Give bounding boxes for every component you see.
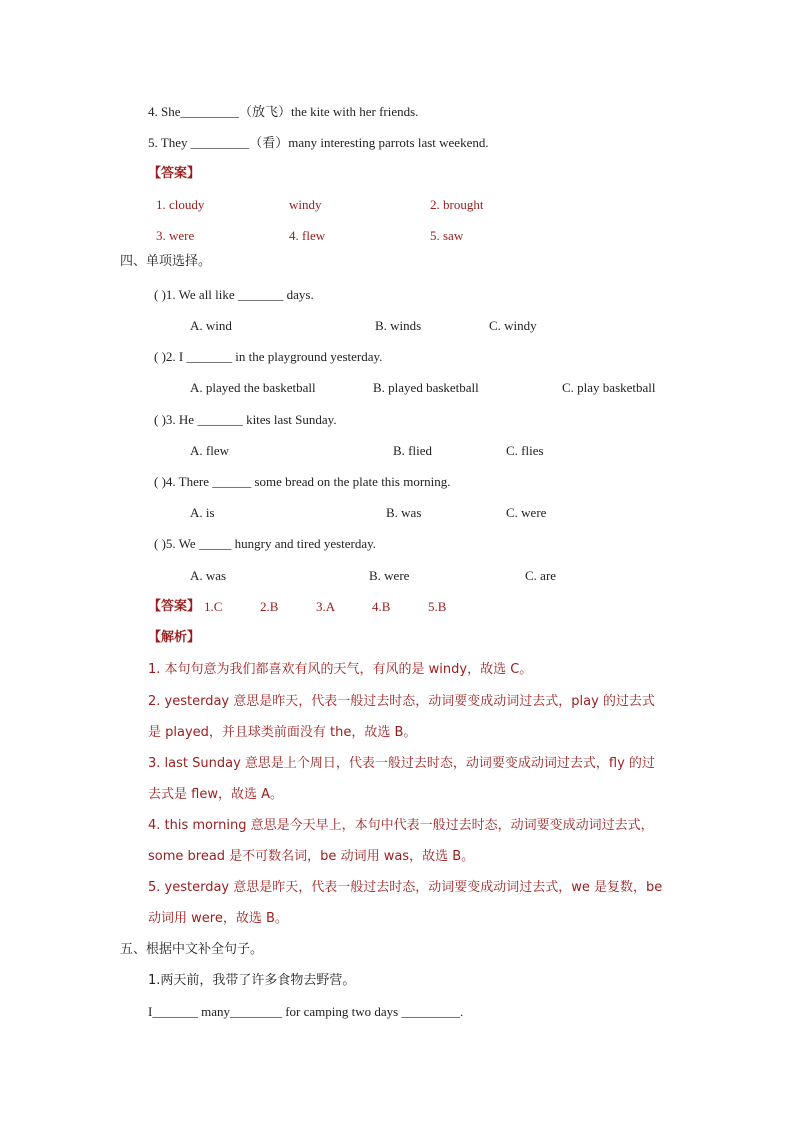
- analysis-label: 【解析】: [148, 630, 201, 645]
- section-heading: 五、根据中文补全句子。: [120, 942, 264, 957]
- answer-item: 3.A: [316, 599, 336, 614]
- analysis-line: some bread 是不可数名词，be 动词用 was，故选 B。: [148, 849, 475, 864]
- option-c: C. were: [506, 505, 547, 520]
- answer-item: 4.B: [372, 599, 391, 614]
- answer-item: 4. flew: [289, 228, 326, 243]
- option-b: B. were: [369, 568, 410, 583]
- analysis-line: 1. 本句句意为我们都喜欢有风的天气，有风的是 windy，故选 C。: [148, 662, 533, 677]
- analysis-line: 3. last Sunday 意思是上个周日，代表一般过去时态，动词要变成动词过去式，fly 的过: [148, 756, 655, 771]
- option-b: B. was: [386, 505, 422, 520]
- option-c: C. are: [525, 568, 557, 583]
- analysis-line: 5. yesterday 意思是昨天，代表一般过去时态，动词要变成动词过去式，we 是复数，be: [148, 880, 663, 895]
- answer-item: 5. saw: [430, 228, 464, 243]
- option-b: B. winds: [375, 318, 422, 333]
- question-stem: ( )1. We all like _______ days.: [154, 287, 314, 302]
- option-c: C. flies: [506, 443, 544, 458]
- option-a: A. flew: [190, 443, 229, 458]
- answer-label: 【答案】: [148, 599, 201, 614]
- answer-label: 【答案】: [148, 166, 201, 181]
- section-heading: 四、单项选择。: [120, 254, 212, 269]
- option-c: C. windy: [489, 318, 537, 333]
- question-5: 5. They _________（看）many interesting parrots last weekend.: [148, 135, 489, 150]
- option-a: A. wind: [190, 318, 232, 333]
- answer-item: 1. cloudy: [156, 197, 205, 212]
- answer-item: 2. brought: [430, 197, 484, 212]
- question-stem: ( )5. We _____ hungry and tired yesterday.: [154, 536, 377, 551]
- option-a: A. is: [190, 505, 215, 520]
- option-b: B. flied: [393, 443, 432, 458]
- answer-item: 2.B: [260, 599, 279, 614]
- option-b: B. played basketball: [373, 380, 479, 395]
- analysis-line: 4. this morning 意思是今天早上，本句中代表一般过去时态，动词要变成动词过去式，: [148, 818, 654, 833]
- option-c: C. play basketball: [562, 380, 656, 395]
- question-stem: ( )4. There ______ some bread on the plate this morning.: [154, 474, 451, 489]
- option-a: A. played the basketball: [190, 380, 316, 395]
- answer-item: 3. were: [156, 228, 195, 243]
- question-stem: ( )2. I _______ in the playground yesterday.: [154, 349, 383, 364]
- question-1-english: I_______ many________ for camping two days _________.: [148, 1004, 464, 1019]
- analysis-line: 去式是 flew，故选 A。: [148, 787, 283, 802]
- analysis-line: 2. yesterday 意思是昨天，代表一般过去时态，动词要变成动词过去式，play 的过去式: [148, 694, 655, 709]
- option-a: A. was: [190, 568, 227, 583]
- question-4: 4. She_________（放飞）the kite with her friends.: [148, 104, 419, 119]
- analysis-line: 是 played，并且球类前面没有 the，故选 B。: [148, 725, 417, 740]
- question-stem: ( )3. He _______ kites last Sunday.: [154, 412, 337, 427]
- answer-item: windy: [289, 197, 322, 212]
- analysis-line: 动词用 were，故选 B。: [148, 911, 288, 926]
- question-1-chinese: 1.两天前，我带了许多食物去野营。: [148, 973, 356, 988]
- answer-item: 1.C: [204, 599, 223, 614]
- answer-item: 5.B: [428, 599, 447, 614]
